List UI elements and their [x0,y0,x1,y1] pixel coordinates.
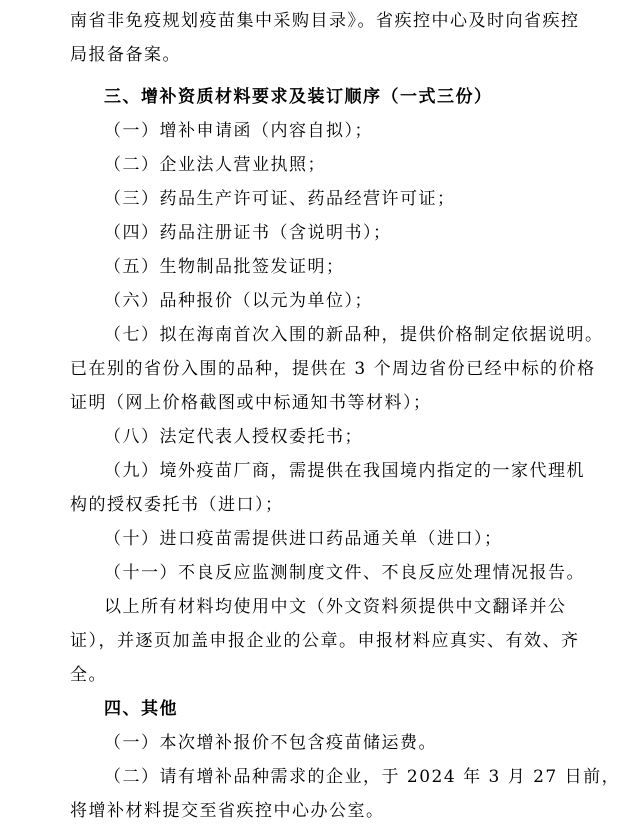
section-heading-4: 四、其他 [104,699,178,719]
text-line: 构的授权委托书（进口）； [70,495,284,515]
text-line: 证明（网上价格截图或中标通知书等材料）； [70,393,432,413]
text-line: 已在别的省份入围的品种，提供在 3 个周边省份已经中标的价格 [70,359,596,379]
list-item: （三）药品生产许可证、药品经营许可证； [104,189,456,209]
list-item: （一）本次增补报价不包含疫苗储运费。 [104,733,437,753]
list-item: （十）进口疫苗需提供进口药品通关单（进口）； [104,529,503,549]
text-line: 南省非免疫规划疫苗集中采购目录》。省疾控中心及时向省疾控 [70,11,580,31]
list-item: （四）药品注册证书（含说明书）； [104,223,392,243]
list-item: （八）法定代表人授权委托书； [104,427,363,447]
text-line: 全。 [70,665,107,685]
section-heading-3: 三、增补资质材料要求及装订顺序（一式三份） [104,87,493,107]
list-item: （十一）不良反应监测制度文件、不良反应处理情况报告。 [104,563,585,583]
paragraph-line: 以上所有材料均使用中文（外文资料须提供中文翻译并公 [104,597,567,617]
list-item: （一）增补申请函（内容自拟）； [104,121,373,141]
text-line: 将增补材料提交至省疾控中心办公室。 [70,801,385,821]
text-line: 证），并逐页加盖申报企业的公章。申报材料应真实、有效、齐 [70,631,580,651]
list-item: （五）生物制品批签发证明； [104,257,345,277]
list-item: （六）品种报价（以元为单位）； [104,291,373,311]
list-item: （二）请有增补品种需求的企业，于 2024 年 3 月 27 日前， [104,767,621,787]
list-item: （七）拟在海南首次入围的新品种，提供价格制定依据说明。 [104,325,604,345]
list-item: （二）企业法人营业执照； [104,155,326,175]
list-item: （九）境外疫苗厂商，需提供在我国境内指定的一家代理机 [104,461,585,481]
text-line: 局报备备案。 [70,45,181,65]
